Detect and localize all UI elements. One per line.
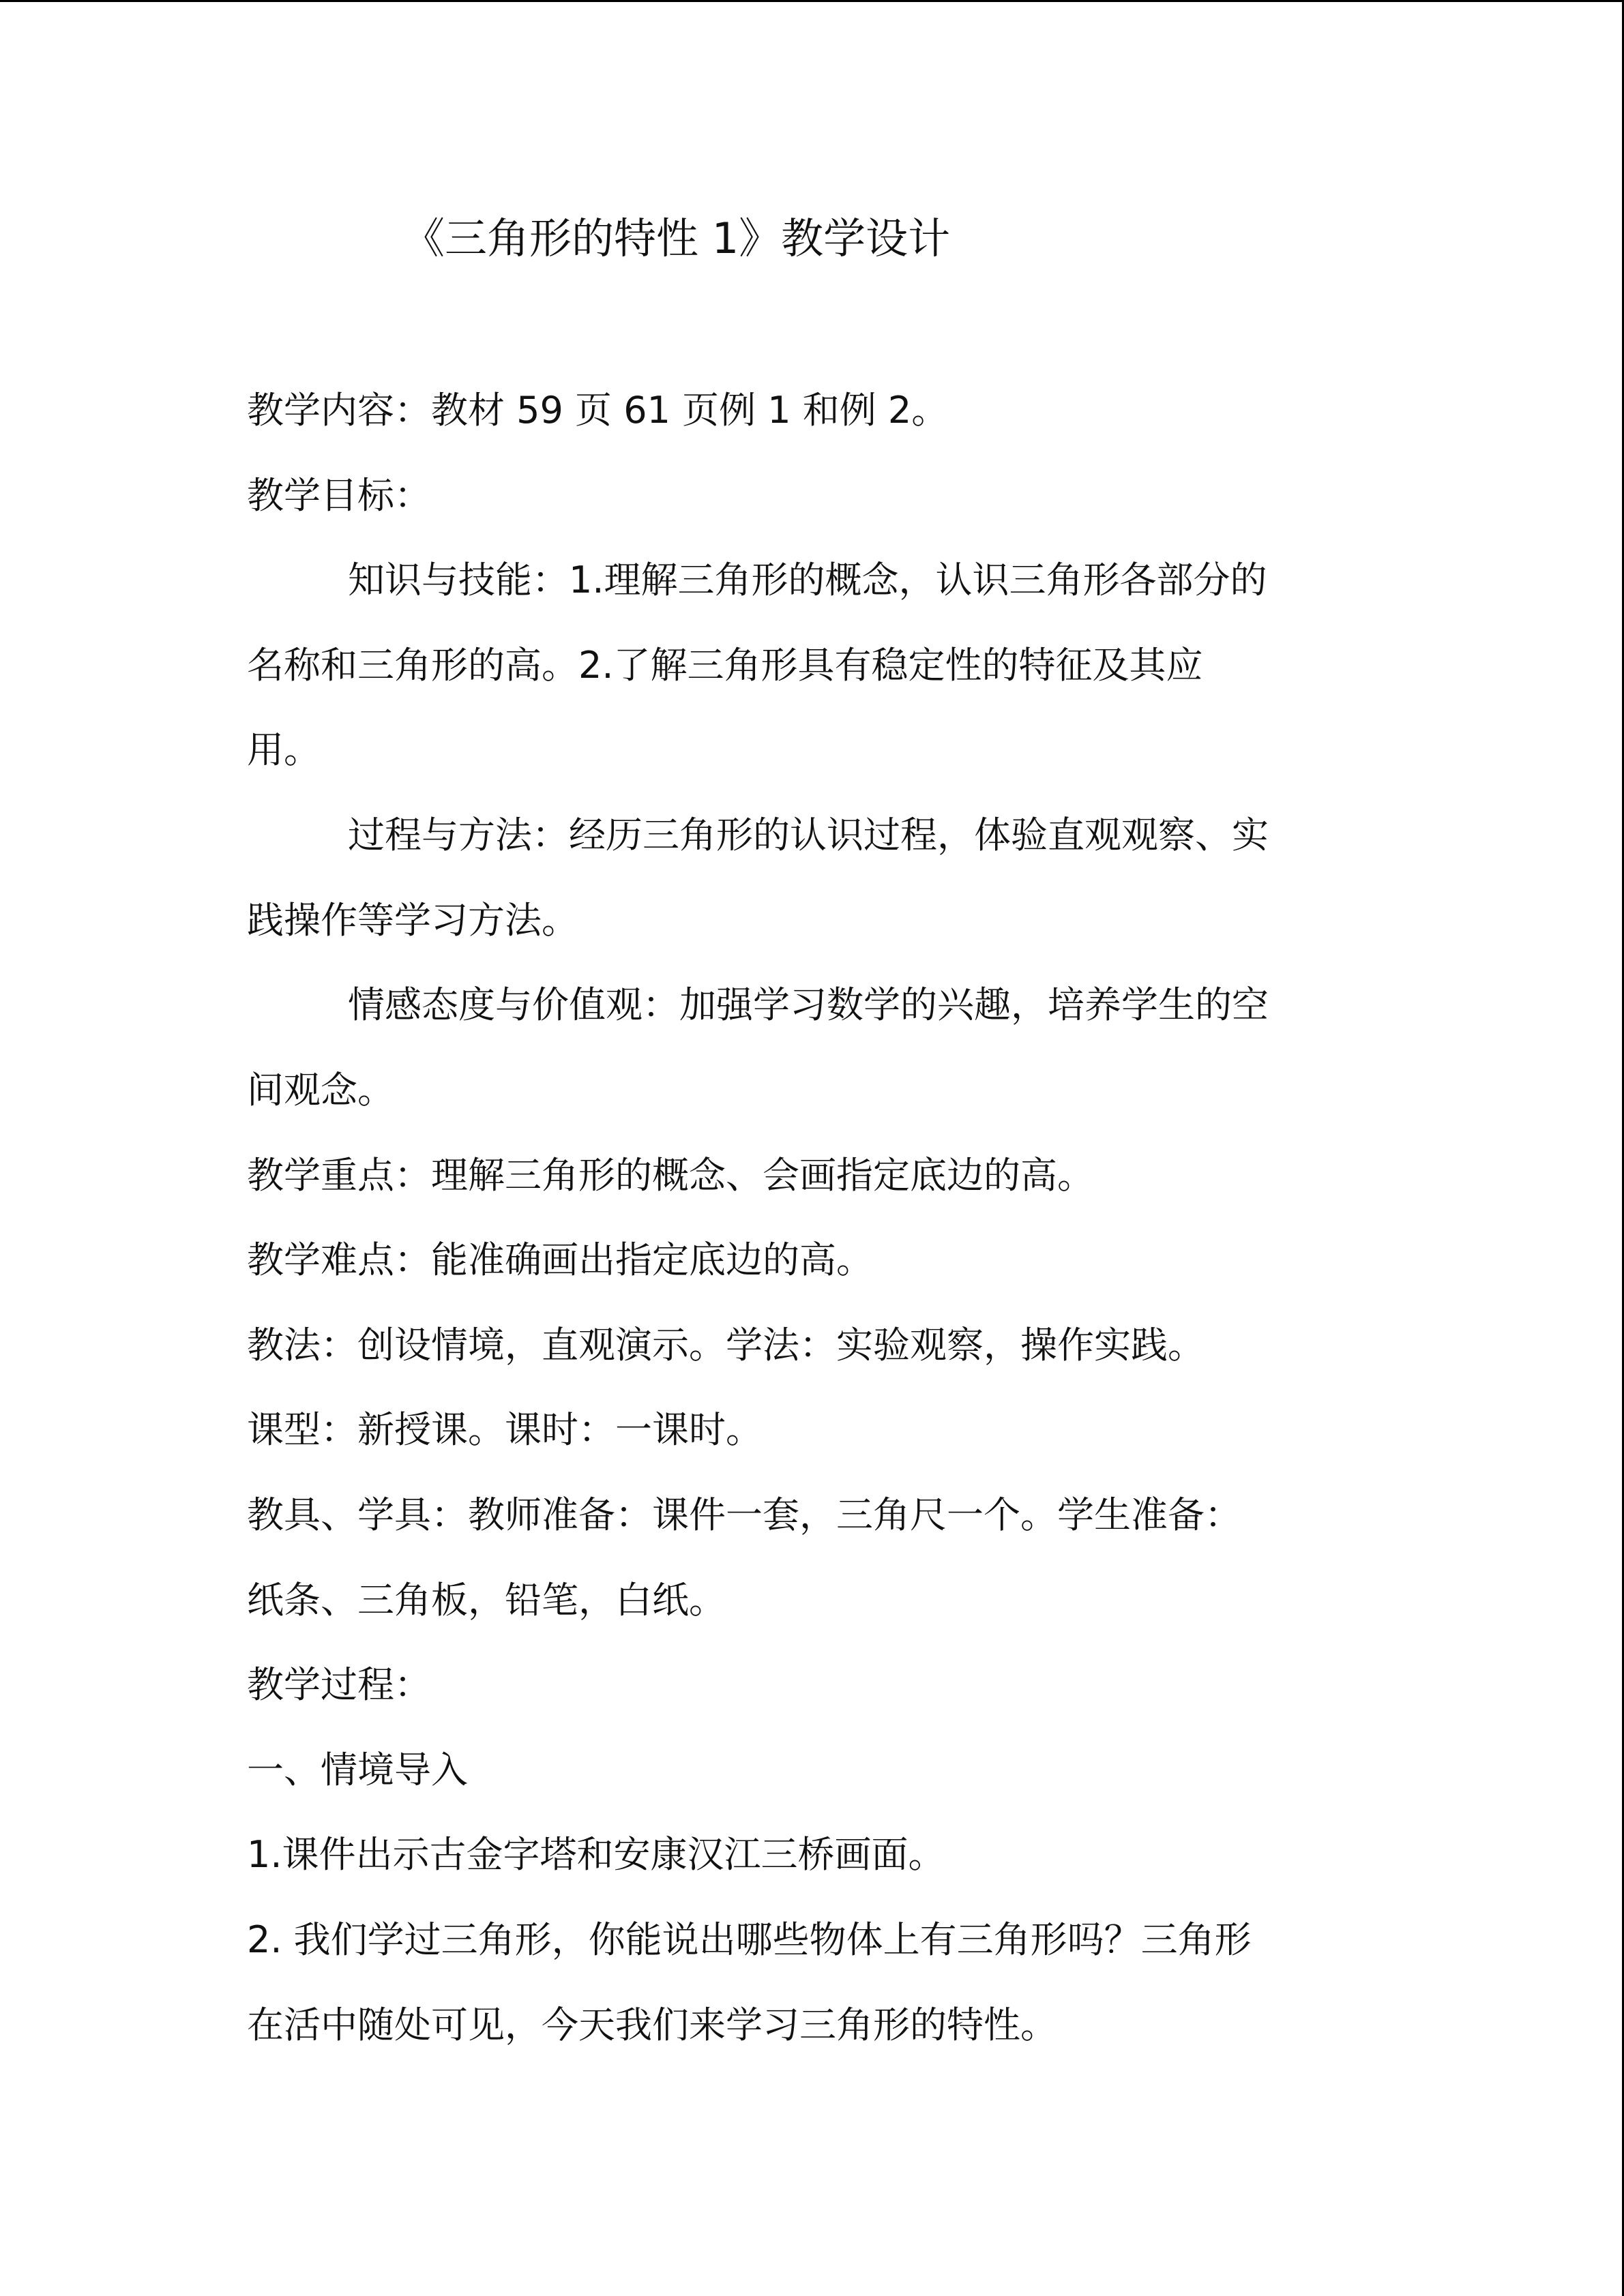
intro-step-2-line-2: 在活中随处可见，今天我们来学习三角形的特性。 bbox=[247, 2003, 1057, 2046]
knowledge-skills-line-3: 用。 bbox=[247, 728, 321, 771]
knowledge-skills-line-1: 知识与技能：1.理解三角形的概念，认识三角形各部分的 bbox=[348, 558, 1267, 601]
teaching-methods-line: 教法：创设情境，直观演示。学法：实验观察，操作实践。 bbox=[247, 1324, 1205, 1367]
section-heading-intro: 一、情境导入 bbox=[247, 1748, 468, 1791]
intro-step-1: 1.课件出示古金字塔和安康汉江三桥画面。 bbox=[247, 1833, 945, 1876]
process-method-line-1: 过程与方法：经历三角形的认识过程，体验直观观察、实 bbox=[348, 814, 1269, 856]
attitude-values-line-1: 情感态度与价值观：加强学习数学的兴趣，培养学生的空 bbox=[348, 983, 1269, 1026]
process-method-line-2: 践操作等学习方法。 bbox=[247, 899, 578, 942]
materials-line-1: 教具、学具：教师准备：课件一套，三角尺一个。学生准备： bbox=[247, 1493, 1241, 1536]
document-title: 《三角形的特性 1》教学设计 bbox=[402, 213, 951, 263]
intro-step-2-line-1: 2. 我们学过三角形，你能说出哪些物体上有三角形吗？三角形 bbox=[247, 1918, 1252, 1961]
teaching-process-heading: 教学过程： bbox=[247, 1663, 431, 1706]
teaching-goals-heading: 教学目标： bbox=[247, 474, 431, 517]
key-points-line: 教学重点：理解三角形的概念、会画指定底边的高。 bbox=[247, 1154, 1094, 1197]
materials-line-2: 纸条、三角板，铅笔，白纸。 bbox=[247, 1579, 726, 1622]
lesson-type-line: 课型：新授课。课时：一课时。 bbox=[247, 1408, 763, 1451]
attitude-values-line-2: 间观念。 bbox=[247, 1069, 394, 1112]
teaching-content-line: 教学内容：教材 59 页 61 页例 1 和例 2。 bbox=[247, 389, 949, 432]
difficult-points-line: 教学难点：能准确画出指定底边的高。 bbox=[247, 1238, 873, 1281]
knowledge-skills-line-2: 名称和三角形的高。2.了解三角形具有稳定性的特征及其应 bbox=[247, 644, 1203, 687]
